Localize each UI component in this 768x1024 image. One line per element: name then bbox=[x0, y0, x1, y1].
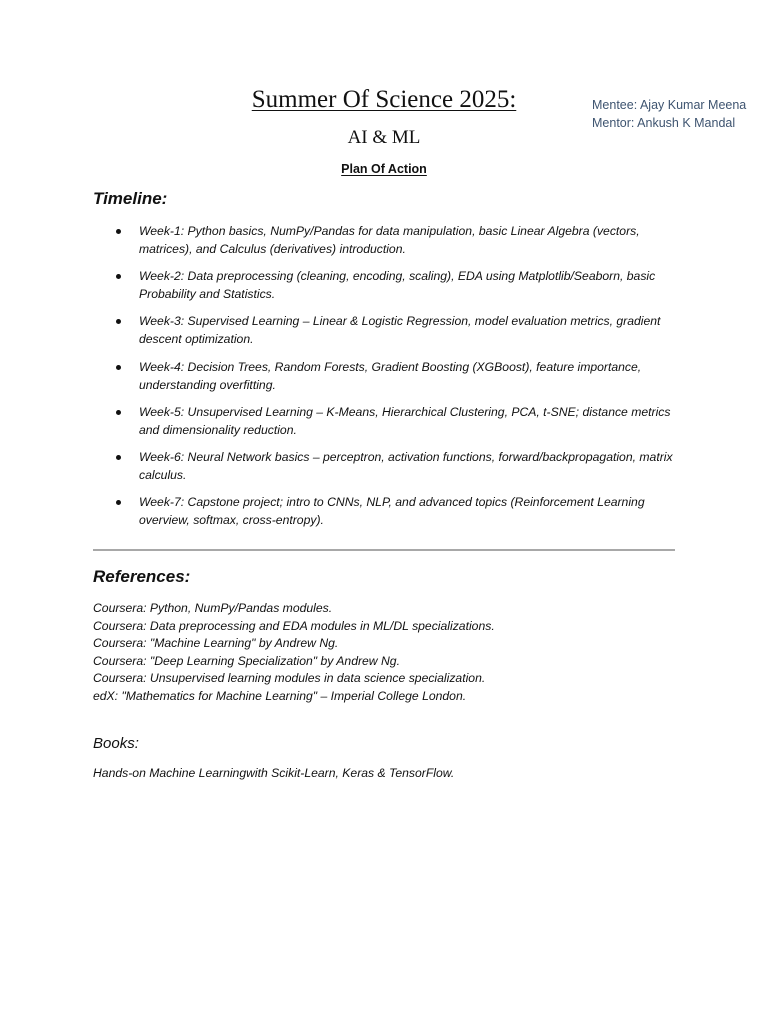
timeline-list bbox=[93, 222, 693, 538]
document-subtitle: AI & ML bbox=[347, 127, 421, 148]
bullet-icon bbox=[116, 500, 121, 505]
timeline-item bbox=[93, 267, 693, 303]
bullet-icon bbox=[116, 229, 121, 234]
bullet-icon bbox=[116, 319, 121, 324]
reference-item: Coursera: "Deep Learning Specialization" by Andrew Ng. bbox=[93, 653, 400, 668]
timeline-item-text: Week-5: Unsupervised Learning – K-Means, Hierarchical Clustering, PCA, t-SNE; distance metrics and dimensionality reduction. bbox=[139, 404, 671, 437]
bullet-icon bbox=[116, 410, 121, 415]
reference-item: Coursera: "Machine Learning" by Andrew Ng. bbox=[93, 636, 339, 651]
books-heading: Books: bbox=[93, 735, 139, 752]
reference-item: Coursera: Unsupervised learning modules in data science specialization. bbox=[93, 671, 486, 686]
bullet-icon bbox=[116, 455, 121, 460]
mentee-mentor-block bbox=[592, 96, 768, 132]
timeline-item-text: Week-3: Supervised Learning – Linear & Logistic Regression, model evaluation metrics, gradient descent optimization. bbox=[139, 314, 661, 347]
timeline-item-text: Week-7: Capstone project; intro to CNNs, NLP, and advanced topics (Reinforcement Learning overview, softmax, cross-entropy). bbox=[139, 495, 645, 528]
bullet-icon bbox=[116, 274, 121, 279]
bullet-icon bbox=[116, 365, 121, 370]
reference-item: Coursera: Data preprocessing and EDA modules in ML/DL specializations. bbox=[93, 618, 495, 633]
section-divider bbox=[93, 549, 675, 551]
references-list bbox=[93, 600, 693, 706]
reference-item: edX: "Mathematics for Machine Learning" – Imperial College London. bbox=[93, 688, 467, 703]
book-item: Hands-on Machine Learningwith Scikit-Learn, Keras & TensorFlow. bbox=[93, 766, 455, 780]
references-heading: References: bbox=[93, 567, 191, 586]
timeline-item-text: Week-4: Decision Trees, Random Forests, Gradient Boosting (XGBoost), feature importance, understanding overfitting. bbox=[139, 359, 642, 392]
timeline-item bbox=[93, 358, 693, 394]
timeline-item-text: Week-2: Data preprocessing (cleaning, encoding, scaling), EDA using Matplotlib/Seaborn, basic Probability and Statistics. bbox=[139, 269, 656, 302]
plan-of-action-label: Plan Of Action bbox=[341, 162, 427, 176]
timeline-item-text: Week-1: Python basics, NumPy/Pandas for data manipulation, basic Linear Algebra (vectors, matrices), and Calculus (derivatives) introduction. bbox=[139, 224, 640, 256]
mentor-name: Mentor: Ankush K Mandal bbox=[592, 116, 736, 130]
reference-item: Coursera: Python, NumPy/Pandas modules. bbox=[93, 601, 333, 615]
timeline-heading: Timeline: bbox=[93, 189, 168, 208]
timeline-item bbox=[93, 222, 693, 258]
timeline-item bbox=[93, 448, 693, 484]
mentee-name: Mentee: Ajay Kumar Meena bbox=[592, 98, 747, 112]
timeline-item bbox=[93, 493, 693, 529]
timeline-item-text: Week-6: Neural Network basics – perceptron, activation functions, forward/backpropagation, matrix calculus. bbox=[139, 449, 673, 482]
timeline-item bbox=[93, 403, 693, 439]
document-title: Summer Of Science 2025: bbox=[251, 86, 517, 113]
timeline-item bbox=[93, 312, 693, 348]
